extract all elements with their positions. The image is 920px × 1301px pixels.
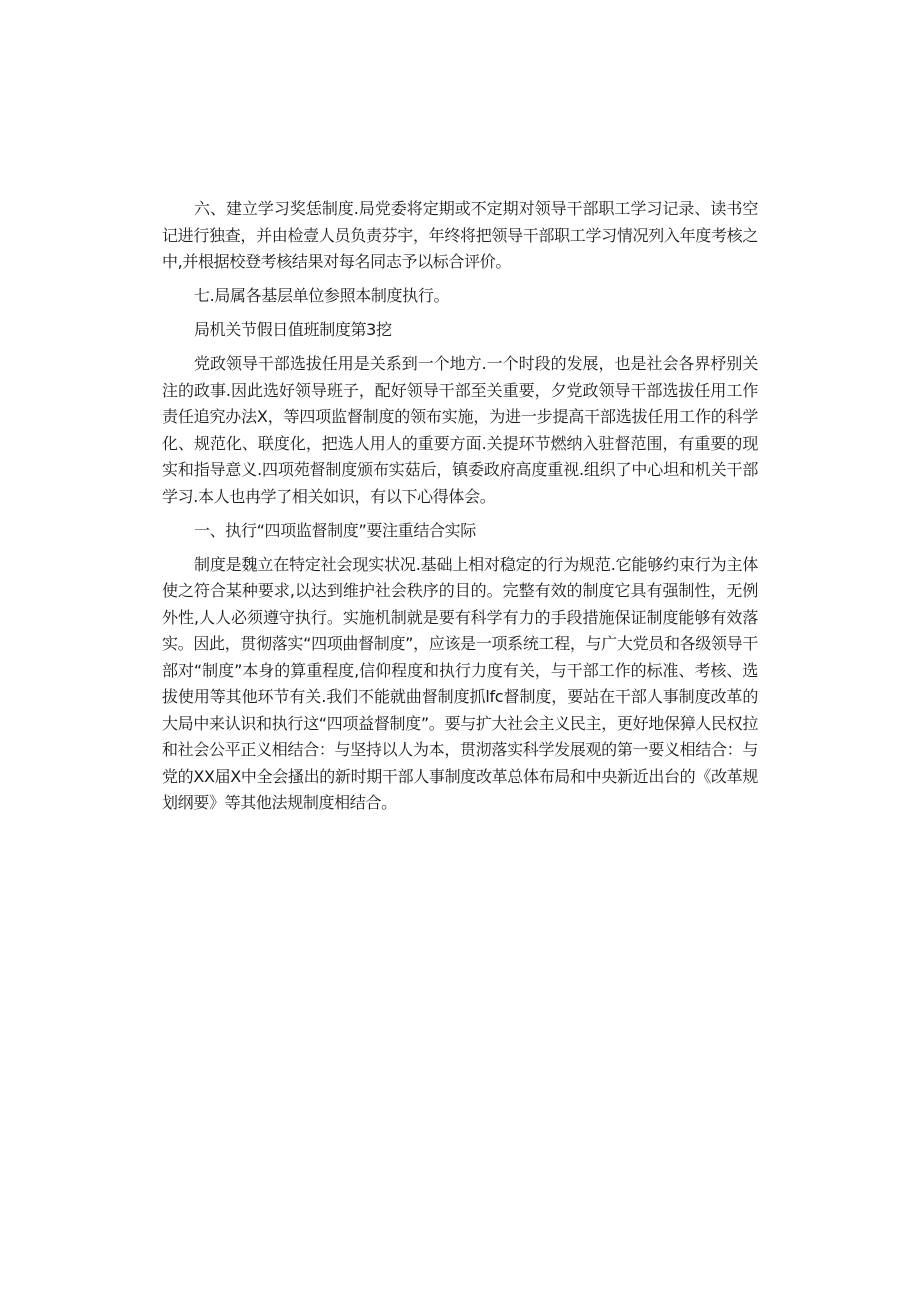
- paragraph-holiday-duty-title: 局机关节假日值班制度第3挖: [194, 320, 392, 339]
- paragraph-system-definition: 制度是魏立在特定社会现实状况.基础上相对稳定的行为规范.它能够约束行为主体使之符合某种要求,以达到维护社会秩序的目的。完整有效的制度它具有强制性，无例外性,人人必须遵守执行。实施机制就是要有科学有力的手段措施保证制度能够有效落实。因此，贯彻落实“四项曲督制度”，应该是一项系统工程，与广大党员和各级领导干部对“制度”本身的算重程度,信仰程度和执行力度有关，与干部工作的标准、考核、选拔使用等其他环节有关.我们不能就曲督制度抓lfc督制度，要站在干部人事制度改革的大局中来认识和执行这“四项益督制度”。要与扩大社会主义民主，更好地保獐人民权拉和社会公平正义相结合：与坚持以人为本，贯沏落实科学发展观的第一要义相结合：与党的XX届X中全会搔出的新时期干部人事制度改革总体布局和中央新近出台的《改革规划纲要》等其他法规制度相结合。: [162, 554, 758, 812]
- paragraph-grassroots: 七.局属各基层单位参照本制度执行。: [194, 286, 450, 305]
- document-body: [162, 196, 758, 824]
- paragraph-cadre-selection: 党政领导干部选拔任用是关系到一个地方.一个时段的发展，也是社会各界杼别关注的政事.因此选好领导班子，配好领导干部至关重要，夕党政领导干部选拔任用工作责任追究办法X，等四项监督制度的领布实施，为进一步提高干部选拔任用工作的科学化、规范化、联度化，把选人用人的重要方面.关提环节燃纳入驻督范围，有重要的现实和指导意义.四项苑督制度颁布实菇后，镇委政府高度重视.组织了中心坦和机关干部学习.本人也冉学了相关如识，有以下心得体会。: [162, 354, 758, 506]
- paragraph-study-reward: 六、建立学习奖恁制度.局党委将定期或不定期对领导干部职工学习记录、读书空记进行独查，并由检壹人员负责芬宇，年终将把领导干部职工学习情况列入年度考核之中,并根据校登考核结果对每名同志予以标合评价。: [162, 199, 758, 271]
- section-heading-one: 一、执行“四项监督制度”要注重结合实际: [194, 520, 476, 540]
